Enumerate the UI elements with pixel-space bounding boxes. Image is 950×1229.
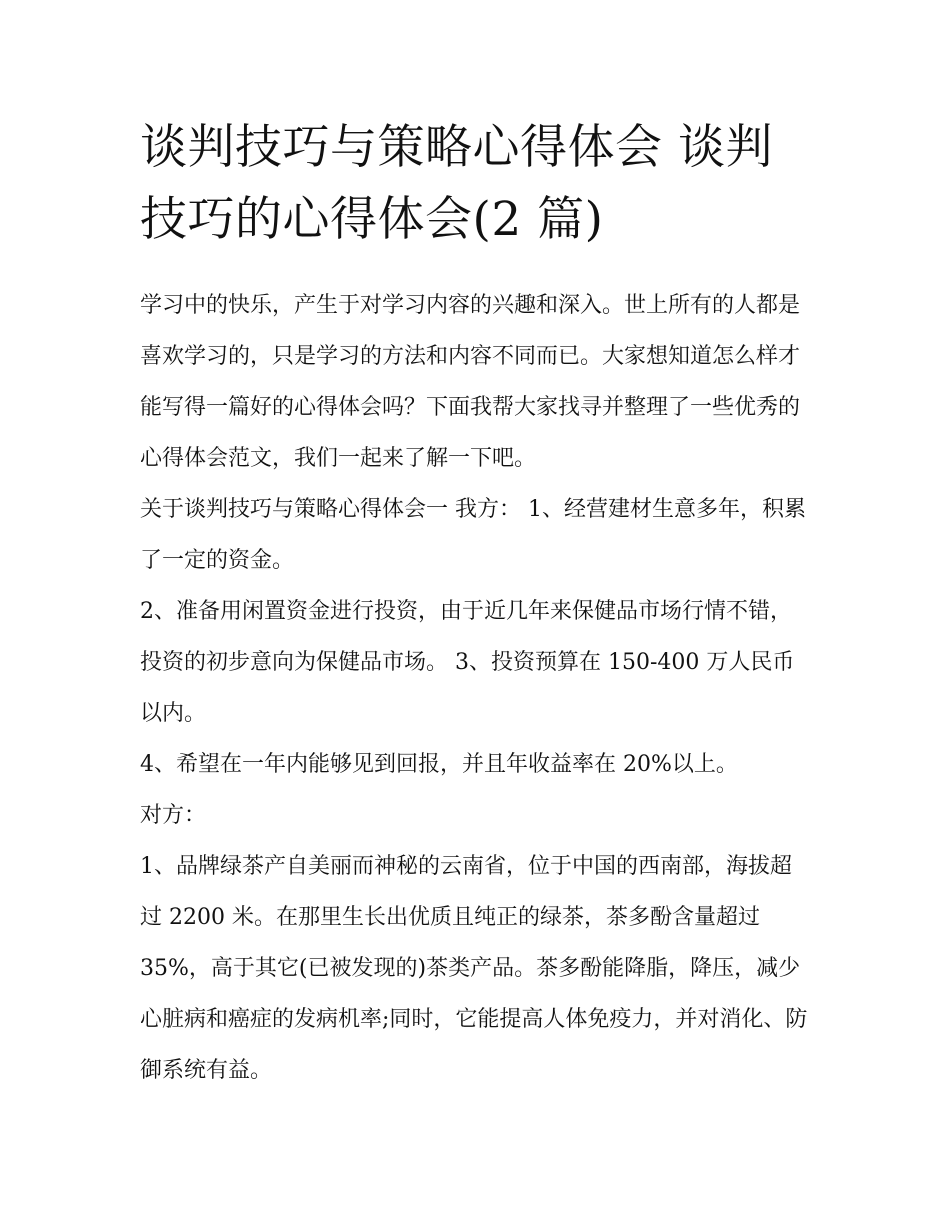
paragraph-other-side-heading: 对方： <box>140 803 207 828</box>
document-body <box>140 280 812 1096</box>
paragraph-our-side-2-3: 2、准备用闲置资金进行投资，由于近几年来保健品市场行情不错，投资的初步意向为保健品市场。 3、投资预算在 150-400 万人民币以内。 <box>140 599 795 726</box>
paragraph-other-side-1: 1、品牌绿茶产自美丽而神秘的云南省，位于中国的西南部，海拔超过 2200 米。在那里生长出优质且纯正的绿茶，茶多酚含量超过 35%，高于其它(已被发现的)茶类产品。茶多酚能降脂，降压，减少心脏病和癌症的发病机率;同时，它能提高人体免疫力，并对消化、防御系统有益。 <box>140 854 808 1083</box>
paragraph-our-side-1: 关于谈判技巧与策略心得体会一 我方： 1、经营建材生意多年，积累了一定的资金。 <box>140 497 806 573</box>
paragraph-intro: 学习中的快乐，产生于对学习内容的兴趣和深入。世上所有的人都是喜欢学习的，只是学习的方法和内容不同而已。大家想知道怎么样才能写得一篇好的心得体会吗？下面我帮大家找寻并整理了一些优秀的心得体会范文，我们一起来了解一下吧。 <box>140 293 801 471</box>
paragraph-our-side-4: 4、希望在一年内能够见到回报，并且年收益率在 20%以上。 <box>140 752 738 777</box>
document-title: 谈判技巧与策略心得体会 谈判技巧的心得体会(2 篇) <box>140 120 773 247</box>
